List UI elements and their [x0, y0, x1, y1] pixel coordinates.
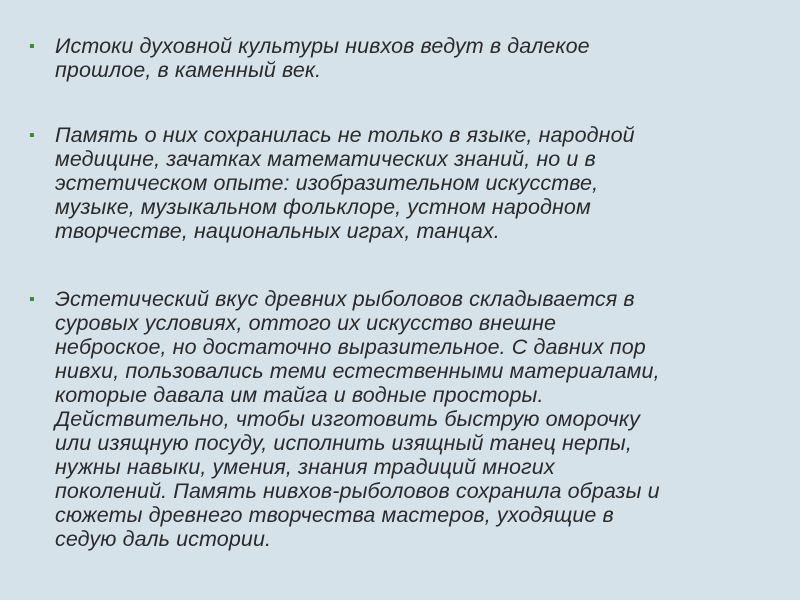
bullet-line: неброское, но достаточно выразительное. С давних пор — [55, 335, 646, 359]
bullet-line: нивхи, пользовались теми естественными материалами, — [55, 359, 660, 383]
bullet-line: медицине, зачатках математических знаний, но и в — [55, 147, 596, 171]
bullet-line: которые давала им тайга и водные просторы. — [55, 383, 544, 407]
bullet-line: седую даль истории. — [55, 527, 272, 551]
bullet-line: поколений. Память нивхов-рыболовов сохранила образы и — [55, 479, 660, 503]
bullet-line: Истоки духовной культуры нивхов ведут в далекое — [55, 34, 590, 58]
bullet-line: нужны навыки, умения, знания традиций многих — [55, 455, 555, 479]
bullet-line: сюжеты древнего творчества мастеров, уходящие в — [55, 503, 614, 527]
bullet-marker-icon: ▪ — [29, 38, 35, 55]
bullet-line: или изящную посуду, исполнить изящный танец нерпы, — [55, 431, 632, 455]
bullet-line: творчестве, национальных играх, танцах. — [55, 219, 500, 243]
bullet-line: Эстетический вкус древних рыболовов складывается в — [55, 287, 635, 311]
bullet-line: музыке, музыкальном фольклоре, устном народном — [55, 195, 591, 219]
bullet-line: Действительно, чтобы изготовить быструю оморочку — [55, 407, 641, 431]
bullet-item-origins — [29, 34, 800, 82]
bullet-line: суровых условиях, оттого их искусство внешне — [55, 311, 557, 335]
bullet-line: Память о них сохранилась не только в языке, народной — [55, 123, 635, 147]
bullet-item-aesthetic-taste — [29, 287, 800, 551]
bullet-marker-icon: ▪ — [29, 127, 35, 144]
bullet-marker-icon: ▪ — [29, 291, 35, 308]
bullet-line: эстетическом опыте: изобразительном искусстве, — [55, 171, 599, 195]
bullet-line: прошлое, в каменный век. — [55, 58, 322, 82]
bullet-item-memory — [29, 123, 800, 243]
